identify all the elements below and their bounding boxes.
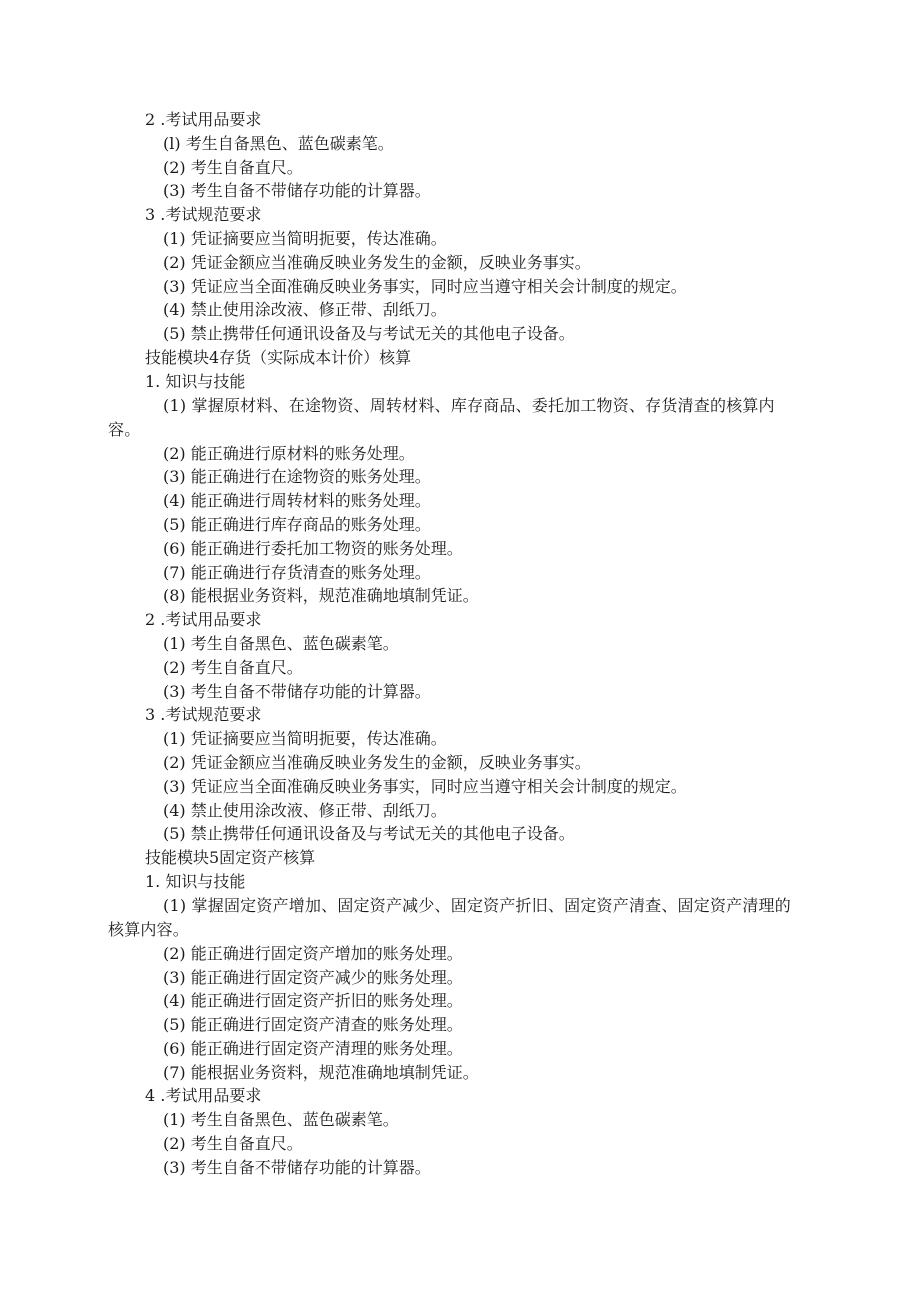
module-heading-fixed-assets: 技能模块5固定资产核算 <box>145 848 316 868</box>
list-item: (3) 能正确进行固定资产减少的账务处理。 <box>163 967 463 987</box>
list-item: (2) 考生自备直尺。 <box>163 1134 303 1154</box>
list-item: (2) 能正确进行固定资产增加的账务处理。 <box>163 943 463 963</box>
list-item: (7) 能正确进行存货清查的账务处理。 <box>163 562 431 582</box>
list-item: (4) 能正确进行固定资产折旧的账务处理。 <box>163 991 463 1011</box>
list-item: (2) 凭证金额应当准确反映业务发生的金额，反映业务事实。 <box>163 252 591 272</box>
list-item: (2) 能正确进行原材料的账务处理。 <box>163 443 415 463</box>
list-item: (3) 考生自备不带储存功能的计算器。 <box>163 1157 431 1177</box>
document-page <box>0 108 920 1180</box>
list-item: (3) 考生自备不带储存功能的计算器。 <box>163 681 431 701</box>
list-item: (3) 能正确进行在途物资的账务处理。 <box>163 467 431 487</box>
section-heading-exam-supplies: 4 .考试用品要求 <box>145 1086 262 1106</box>
list-item: (4) 禁止使用涂改液、修正带、刮纸刀。 <box>163 300 447 320</box>
list-item: (5) 能正确进行库存商品的账务处理。 <box>163 514 431 534</box>
paragraph: (1) 掌握固定资产增加、固定资产减少、固定资产折旧、固定资产清查、固定资产清理的核算内容。 <box>108 895 791 939</box>
list-item: (5) 禁止携带任何通讯设备及与考试无关的其他电子设备。 <box>163 824 575 844</box>
list-item: (1) 考生自备黑色、蓝色碳素笔。 <box>163 1110 399 1130</box>
list-item: (1) 考生自备黑色、蓝色碳素笔。 <box>163 633 399 653</box>
subsection-heading-knowledge-skills: 1. 知识与技能 <box>145 871 246 891</box>
module-heading-inventory: 技能模块4存货（实际成本计价）核算 <box>145 347 412 367</box>
section-heading-exam-rules: 3 .考试规范要求 <box>145 705 262 725</box>
list-item: (2) 考生自备直尺。 <box>163 157 303 177</box>
list-item: (4) 禁止使用涂改液、修正带、刮纸刀。 <box>163 800 447 820</box>
list-item: (3) 凭证应当全面准确反映业务事实，同时应当遵守相关会计制度的规定。 <box>163 776 687 796</box>
list-item: (7) 能根据业务资料，规范准确地填制凭证。 <box>163 1062 479 1082</box>
list-item: (3) 凭证应当全面准确反映业务事实，同时应当遵守相关会计制度的规定。 <box>163 276 687 296</box>
section-heading-exam-supplies: 2 .考试用品要求 <box>145 610 262 630</box>
list-item: (2) 考生自备直尺。 <box>163 657 303 677</box>
list-item: (6) 能正确进行固定资产清理的账务处理。 <box>163 1038 463 1058</box>
list-item: (1) 凭证摘要应当简明扼要，传达准确。 <box>163 228 447 248</box>
list-item: (1) 凭证摘要应当简明扼要，传达准确。 <box>163 729 447 749</box>
list-item: (4) 能正确进行周转材料的账务处理。 <box>163 491 431 511</box>
list-item: (2) 凭证金额应当准确反映业务发生的金额，反映业务事实。 <box>163 752 591 772</box>
subsection-heading-knowledge-skills: 1. 知识与技能 <box>145 371 246 391</box>
list-item: (3) 考生自备不带储存功能的计算器。 <box>163 181 431 201</box>
paragraph: (1) 掌握原材料、在途物资、周转材料、库存商品、委托加工物资、存货清查的核算内容。 <box>108 395 775 439</box>
list-item: (5) 禁止携带任何通讯设备及与考试无关的其他电子设备。 <box>163 324 575 344</box>
list-item: (5) 能正确进行固定资产清查的账务处理。 <box>163 1015 463 1035</box>
list-item: (l) 考生自备黑色、蓝色碳素笔。 <box>163 133 394 153</box>
list-item: (8) 能根据业务资料，规范准确地填制凭证。 <box>163 586 479 606</box>
list-item: (6) 能正确进行委托加工物资的账务处理。 <box>163 538 463 558</box>
section-heading-exam-supplies: 2 .考试用品要求 <box>145 110 262 129</box>
section-heading-exam-rules: 3 .考试规范要求 <box>145 205 262 225</box>
